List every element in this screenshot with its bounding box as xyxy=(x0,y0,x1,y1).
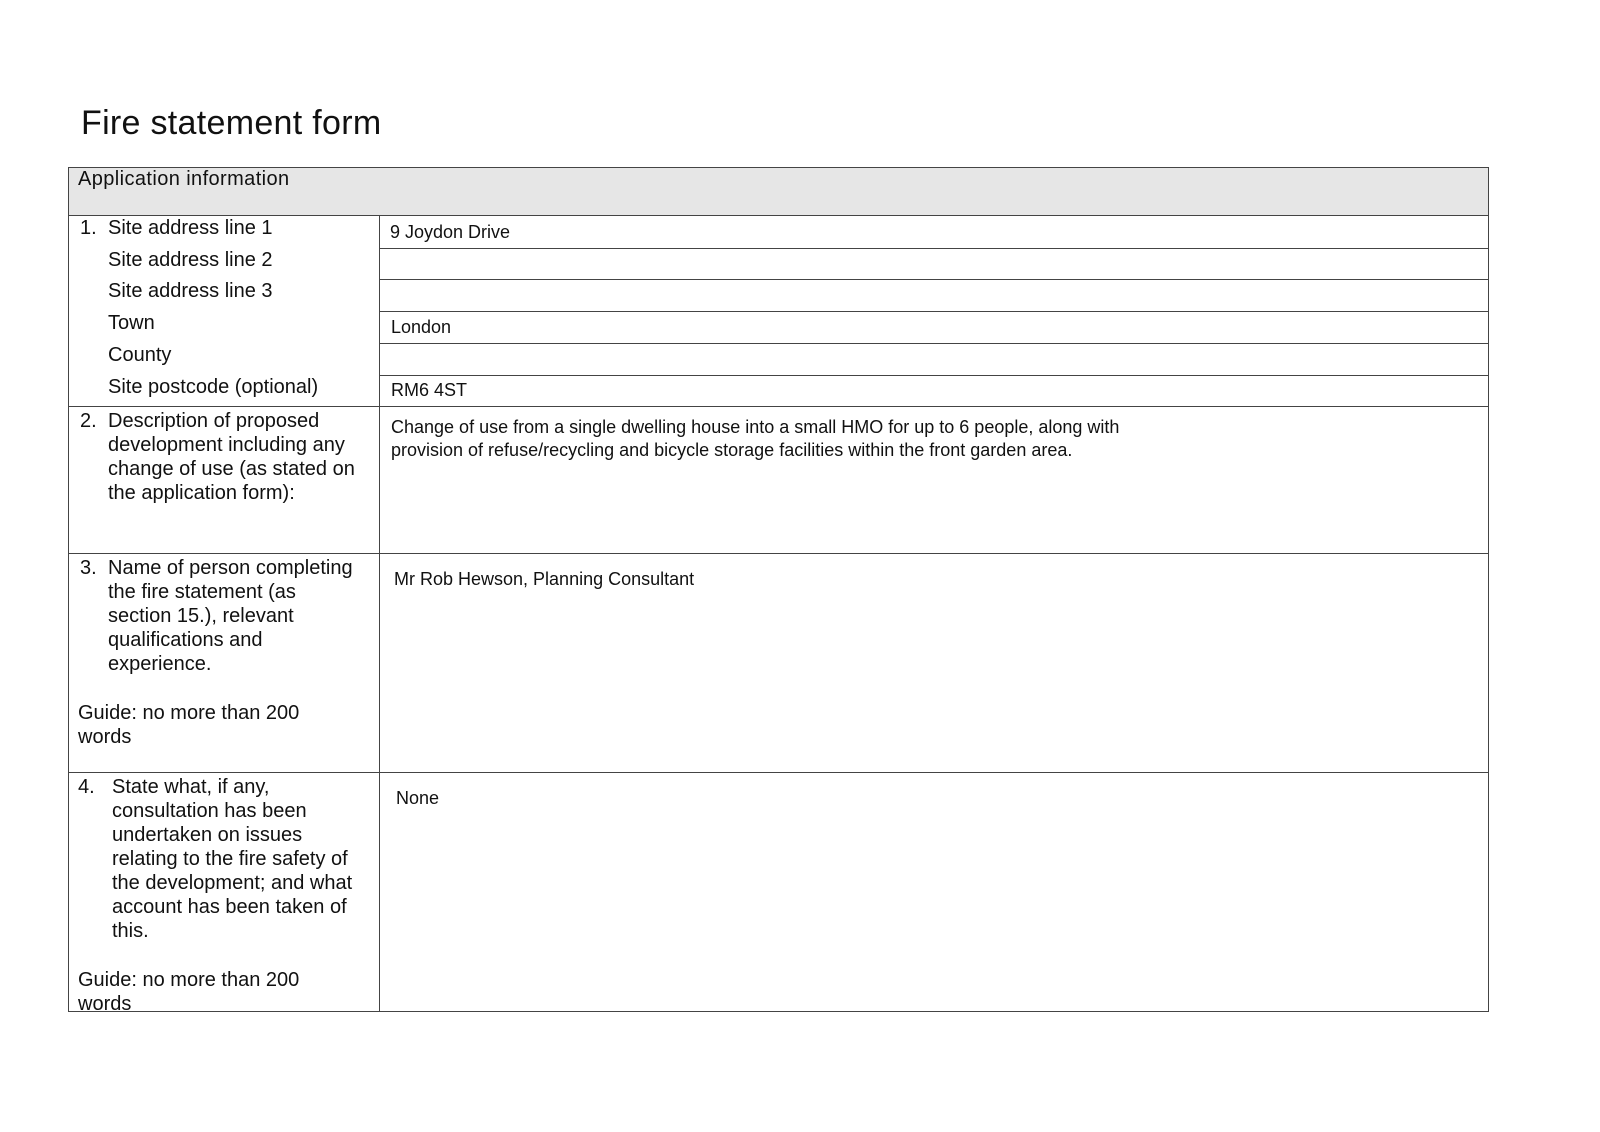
site-postcode-field[interactable]: RM6 4ST xyxy=(391,380,468,400)
site-address-line-1-label: Site address line 1 xyxy=(108,217,273,239)
section-divider xyxy=(69,406,1488,407)
q2-label-line: change of use (as stated on xyxy=(108,458,355,480)
q4-label-line: account has been taken of xyxy=(112,896,347,918)
row-divider xyxy=(379,248,1488,249)
section-header xyxy=(69,168,1488,216)
q3-label-line: Name of person completing xyxy=(108,557,353,579)
description-line: Change of use from a single dwelling house into a small HMO for up to 6 people, along with xyxy=(391,417,1120,437)
q1-number: 1. xyxy=(80,217,97,239)
fire-statement-author-field[interactable]: Mr Rob Hewson, Planning Consultant xyxy=(394,569,695,589)
q3-guide-line: words xyxy=(78,726,132,748)
q4-guide-line: Guide: no more than 200 xyxy=(78,969,300,991)
q4-label-line: this. xyxy=(112,920,149,942)
q4-label-line: State what, if any, xyxy=(112,776,270,798)
town-label: Town xyxy=(108,312,155,334)
q2-label-line: development including any xyxy=(108,434,345,456)
q3-label-line: qualifications and xyxy=(108,629,263,651)
q2-label-line: Description of proposed xyxy=(108,410,320,432)
description-line: provision of refuse/recycling and bicycle storage facilities within the front garden area. xyxy=(391,440,1073,460)
county-field[interactable] xyxy=(390,348,1470,370)
site-address-line-2-label: Site address line 2 xyxy=(108,249,273,271)
q2-label-line: the application form): xyxy=(108,482,295,504)
site-address-line-2-field[interactable] xyxy=(390,252,1470,274)
q3-number: 3. xyxy=(80,557,97,579)
q4-number: 4. xyxy=(78,776,95,798)
column-divider xyxy=(379,216,380,1011)
section-header-label: Application information xyxy=(78,168,290,190)
q4-label-line: relating to the fire safety of xyxy=(112,848,348,870)
q3-label-line: section 15.), relevant xyxy=(108,605,294,627)
row-divider xyxy=(379,375,1488,376)
row-divider xyxy=(379,311,1488,312)
section-divider xyxy=(69,553,1488,554)
q4-label-line: consultation has been xyxy=(112,800,307,822)
section-divider xyxy=(69,772,1488,773)
development-description-field[interactable] xyxy=(391,416,1191,462)
row-divider xyxy=(379,343,1488,344)
q3-label-line: the fire statement (as xyxy=(108,581,296,603)
q4-label-line: undertaken on issues xyxy=(112,824,303,846)
consultation-field[interactable]: None xyxy=(396,788,440,808)
county-label: County xyxy=(108,344,172,366)
site-postcode-label: Site postcode (optional) xyxy=(108,376,319,398)
q2-number: 2. xyxy=(80,410,97,432)
q3-label-line: experience. xyxy=(108,653,212,675)
site-address-line-1-field[interactable]: 9 Joydon Drive xyxy=(390,222,511,242)
q3-guide-line: Guide: no more than 200 xyxy=(78,702,300,724)
q4-guide-line: words xyxy=(78,993,132,1015)
q4-label-line: the development; and what xyxy=(112,872,353,894)
page-title: Fire statement form xyxy=(81,104,382,142)
fire-statement-form xyxy=(68,167,1489,1015)
town-field[interactable]: London xyxy=(391,317,452,337)
site-address-line-3-label: Site address line 3 xyxy=(108,280,273,302)
site-address-line-3-field[interactable] xyxy=(390,284,1470,306)
row-divider xyxy=(379,279,1488,280)
